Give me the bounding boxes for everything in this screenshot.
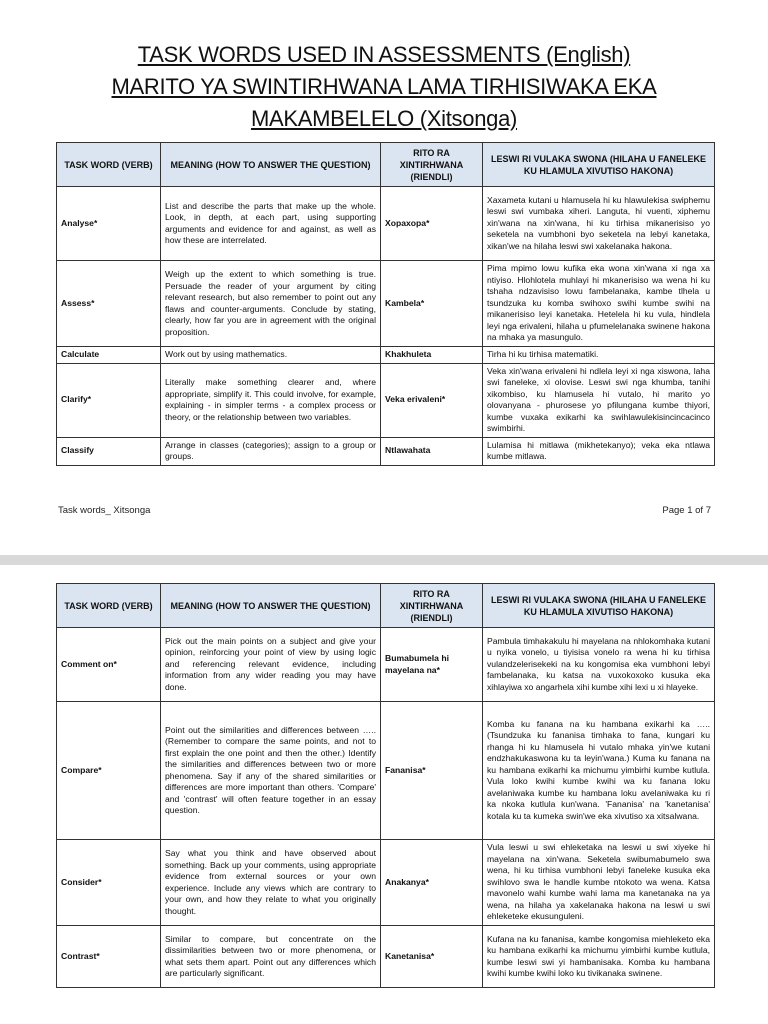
meaning: Point out the similarities and differences between ….. (Remember to compare the same points, and not to first explain the one point and then the other.) Identify the similarities and differences between two or more phenomena. Say if any of the shared similarities or differences are more important than others. 'Compare' and 'contrast' will often feature together in an essay question. <box>161 702 381 840</box>
task-word: Compare* <box>57 702 161 840</box>
task-word: Comment on* <box>57 628 161 702</box>
header-leswi: LESWI RI VULAKA SWONA (HILAHA U FANELEKE KU HLAMULA XIVUTISO HAKONA) <box>483 143 715 187</box>
xitsonga-word: Khakhuleta <box>381 347 483 364</box>
task-word: Contrast* <box>57 926 161 988</box>
task-word: Consider* <box>57 840 161 926</box>
xitsonga-meaning: Tirha hi ku tirhisa matematiki. <box>483 347 715 364</box>
header-leswi: LESWI RI VULAKA SWONA (HILAHA U FANELEKE KU HLAMULA XIVUTISO HAKONA) <box>483 584 715 628</box>
task-word: Classify <box>57 437 161 465</box>
meaning: Work out by using mathematics. <box>161 347 381 364</box>
task-words-table-2 <box>56 583 715 988</box>
title-line-3: MAKAMBELELO (Xitsonga) <box>250 106 518 131</box>
header-task-word: TASK WORD (VERB) <box>57 143 161 187</box>
xitsonga-meaning: Pambula timhakakulu hi mayelana na nhlokomhaka kutani u nyika vonelo, u tiyisisa vonelo ra wena hi ku tirhisa vulandzelerisekeki na ku kongomisa eka vumbhoni lebyi fambelanaka, ku katsa na vuxokoxoko kusuka eka xihlayiwa xo angarhela xihi kumbe xihi lexi u xi hlayeke. <box>483 628 715 702</box>
task-word: Calculate <box>57 347 161 364</box>
table-row <box>57 437 715 465</box>
table-row <box>57 187 715 261</box>
meaning: Literally make something clearer and, where appropriate, simplify it. This could involve, for example, explaining - in simpler terms - a complex process or theory, or the relationship between two variables. <box>161 363 381 437</box>
table-row <box>57 628 715 702</box>
xitsonga-meaning: Pima mpimo lowu kufika eka wona xin'wana xi nga xa ntiyiso. Hlohlotela muhlayi hi mkanerisiso wa wena hi ku tshaha ndzavisiso lowu fambelanaka, kambe tlhela u tsundzuka ku komba swihoxo swihi kumbe swihi na mikanerisiso leyi kanetaka. Hetelela hi ku vula, hindlela leyi nga erivaleni, hilaha u pfumelelanaka swinene hakona na mhaka ya masungulo. <box>483 261 715 347</box>
page-2 <box>0 565 768 1024</box>
table-row <box>57 347 715 364</box>
task-word: Assess* <box>57 261 161 347</box>
xitsonga-word: Ntlawahata <box>381 437 483 465</box>
footer-doc-name: Task words_ Xitsonga <box>58 505 151 516</box>
table-row <box>57 363 715 437</box>
xitsonga-word: Veka erivaleni* <box>381 363 483 437</box>
table-row <box>57 261 715 347</box>
meaning: Arrange in classes (categories); assign to a group or groups. <box>161 437 381 465</box>
meaning: Pick out the main points on a subject and give your opinion, reinforcing your point of view by using logic and referencing relevant evidence, including information from any wider reading you may have done. <box>161 628 381 702</box>
title-line-2: MARITO YA SWINTIRHWANA LAMA TIRHISIWAKA EKA <box>111 74 657 99</box>
task-word: Analyse* <box>57 187 161 261</box>
page-gap <box>0 555 768 565</box>
header-meaning: MEANING (HOW TO ANSWER THE QUESTION) <box>161 143 381 187</box>
table-header-row <box>57 584 715 628</box>
xitsonga-meaning: Xaxameta kutani u hlamusela hi ku hlawulekisa swiphemu leswi swi vumbaka xiheri. Languta, hi vuenti, xiphemu xin'wana na xin'wana, hi ku tirhisa mikanerisiso yo seketela na vumbhoni byo seketela na lebyi kanetaka, xikan'we na hilaha leswi swi xakelanaka hakona. <box>483 187 715 261</box>
xitsonga-meaning: Veka xin'wana erivaleni hi ndlela leyi xi nga xiswona, laha swi faneleke, xi olovise. Leswi swi nga khumba, tanihi xikombiso, ku hlamusela hi vutalo, hi marito yo olovanyana - phurosese yo pfilungana kumbe thiyori, kumbe vuxaka exikarhi ka swihlawulekisincincacinco swimbirhi. <box>483 363 715 437</box>
footer-page-number: Page 1 of 7 <box>662 505 711 516</box>
meaning: Similar to compare, but concentrate on the dissimilarities between two or more phenomena, or what sets them apart. Point out any differences which are particularly significant. <box>161 926 381 988</box>
meaning: Say what you think and have observed about something. Back up your comments, using appropriate evidence from external sources or your own experience. Include any views which are contrary to your own, and how they relate to what you originally thought. <box>161 840 381 926</box>
title-line-1: TASK WORDS USED IN ASSESSMENTS (English) <box>137 42 631 67</box>
task-word: Clarify* <box>57 363 161 437</box>
xitsonga-word: Bumabumela hi mayelana na* <box>381 628 483 702</box>
xitsonga-meaning: Kufana na ku fananisa, kambe kongomisa miehleketo eka ku hambana exikarhi ka michumu yimbirhi kumbe kutlula, kumbe leswi swi yi hambanisaka. Komba ku hambana kwihi kumbe kwihi loko ku tivikanaka swinene. <box>483 926 715 988</box>
xitsonga-meaning: Lulamisa hi mitlawa (mikhetekanyo); veka eka ntlawa kumbe mitlawa. <box>483 437 715 465</box>
table-header-row <box>57 143 715 187</box>
xitsonga-word: Anakanya* <box>381 840 483 926</box>
xitsonga-word: Kambela* <box>381 261 483 347</box>
header-task-word: TASK WORD (VERB) <box>57 584 161 628</box>
header-rito: RITO RA XINTIRHWANA (RIENDLI) <box>381 584 483 628</box>
xitsonga-word: Kanetanisa* <box>381 926 483 988</box>
meaning: List and describe the parts that make up the whole. Look, in depth, at each part, using supporting arguments and evidence for and against, as well as how these are interrelated. <box>161 187 381 261</box>
header-rito: RITO RA XINTIRHWANA (RIENDLI) <box>381 143 483 187</box>
meaning: Weigh up the extent to which something is true. Persuade the reader of your argument by citing relevant research, but also remember to point out any flaws and counter-arguments. Conclude by stating, clearly, how far you are in agreement with the original proposition. <box>161 261 381 347</box>
table-row <box>57 926 715 988</box>
table-row <box>57 840 715 926</box>
task-words-table-1 <box>56 142 715 466</box>
header-meaning: MEANING (HOW TO ANSWER THE QUESTION) <box>161 584 381 628</box>
xitsonga-meaning: Vula leswi u swi ehleketaka na leswi u swi xiyeke hi mayelana na xin'wana. Seketela swibumabumelo swa wena, hi ku tirhisa vumbhoni lebyi faneleke kusuka eka swihlovo swa le handle kumbe ntokoto wa wena. Katsa mavonelo wahi kumbe wahi lama ma kanetanaka na ya wena, na hilaha ya xakelanaka hakona na leswi u swi ehleketeke ekusunguleni. <box>483 840 715 926</box>
xitsonga-word: Fananisa* <box>381 702 483 840</box>
table-row <box>57 702 715 840</box>
xitsonga-meaning: Komba ku fanana na ku hambana exikarhi ka ….. (Tsundzuka ku fananisa timhaka to fana, kungari ku rhanga hi ku hlamusela hi vutalo mhaka yin'we kutani endzhakukaswona ku ta leyin'wana.) Kuma ku fanana na ku hambana exikarhi ka michumu yimbirhi kumbe kutlula. Vula loko kwihi kumbe kwihi wa ku fanana loku avelaniwaka kumbe ku hambana loku avelaniwaka ku ri ka nkoka kutlula kun'wana. 'Fananisa' na 'kanetanisa' kotala ku ta kumeka swin'we eka xivutiso xa xitsalwana. <box>483 702 715 840</box>
xitsonga-word: Xopaxopa* <box>381 187 483 261</box>
